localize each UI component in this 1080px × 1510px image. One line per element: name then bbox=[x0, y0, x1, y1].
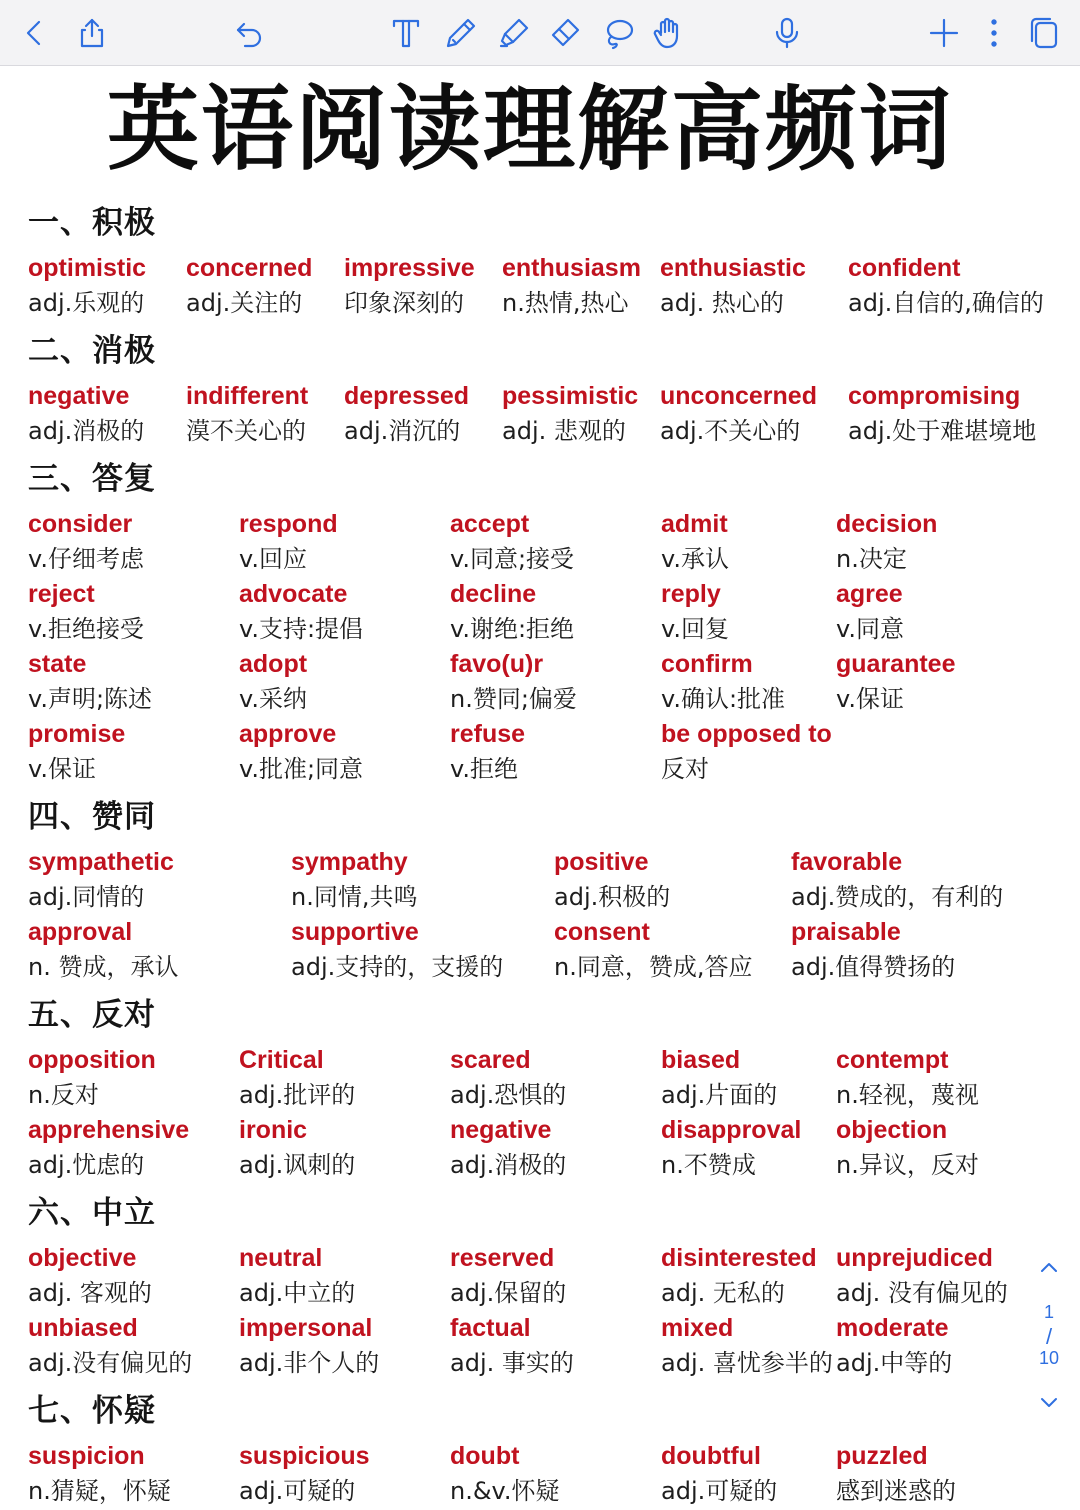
vocab-entry bbox=[848, 252, 1058, 322]
section bbox=[28, 788, 1058, 986]
english-word: approval bbox=[28, 918, 133, 946]
vocab-row bbox=[28, 1044, 1058, 1114]
english-word: indifferent bbox=[186, 382, 309, 410]
vocab-entry bbox=[836, 578, 1058, 648]
vocab-entry bbox=[450, 648, 661, 718]
english-word: supportive bbox=[291, 918, 419, 946]
chinese-meaning: adj. 没有偏见的 bbox=[836, 1279, 1008, 1307]
page-separator: / bbox=[1045, 1324, 1053, 1349]
vocab-entry bbox=[239, 1114, 450, 1184]
chinese-meaning: v.拒绝 bbox=[450, 755, 518, 783]
english-word: pessimistic bbox=[502, 382, 639, 410]
vocab-entry bbox=[661, 1242, 836, 1312]
chinese-meaning: adj. 客观的 bbox=[28, 1279, 152, 1307]
section-heading: 六、中立 bbox=[28, 1195, 156, 1231]
vocab-entry bbox=[239, 1044, 450, 1114]
english-word: compromising bbox=[848, 382, 1021, 410]
vocab-entry bbox=[239, 718, 450, 788]
english-word: state bbox=[28, 650, 87, 678]
text-tool-icon[interactable] bbox=[386, 13, 426, 53]
vocab-entry bbox=[836, 1312, 1058, 1382]
chinese-meaning: adj.忧虑的 bbox=[28, 1151, 145, 1179]
page-current: 1 bbox=[1043, 1302, 1054, 1322]
english-word: favo(u)r bbox=[450, 650, 544, 678]
chinese-meaning: v.保证 bbox=[28, 755, 96, 783]
english-word bbox=[836, 718, 1058, 750]
chinese-meaning: adj. 无私的 bbox=[661, 1279, 785, 1307]
english-word: confirm bbox=[661, 650, 753, 678]
english-word: reserved bbox=[450, 1244, 555, 1272]
vocab-row bbox=[28, 508, 1058, 578]
vocab-entry bbox=[239, 1440, 450, 1510]
chinese-meaning: n.轻视，蔑视 bbox=[836, 1081, 979, 1109]
english-word: optimistic bbox=[28, 254, 147, 282]
english-word: doubt bbox=[450, 1442, 520, 1470]
chinese-meaning: v.谢绝:拒绝 bbox=[450, 615, 575, 643]
chinese-meaning: adj.可疑的 bbox=[239, 1477, 356, 1505]
chinese-meaning: adj.中等的 bbox=[836, 1349, 953, 1377]
vocab-entry bbox=[344, 380, 502, 450]
english-word: consider bbox=[28, 510, 133, 538]
vocab-entry bbox=[554, 916, 791, 986]
section bbox=[28, 450, 1058, 788]
english-word: consent bbox=[554, 918, 650, 946]
english-word: opposition bbox=[28, 1046, 156, 1074]
english-word: factual bbox=[450, 1314, 531, 1342]
vocab-entry bbox=[661, 508, 836, 578]
chinese-meaning: adj.赞成的，有利的 bbox=[791, 883, 1004, 911]
english-word: neutral bbox=[239, 1244, 323, 1272]
chinese-meaning: n.决定 bbox=[836, 545, 907, 573]
english-word: praisable bbox=[791, 918, 901, 946]
chinese-meaning: n.不赞成 bbox=[661, 1151, 756, 1179]
english-word: promise bbox=[28, 720, 126, 748]
vocab-entry bbox=[836, 648, 1058, 718]
vocab-entry bbox=[291, 846, 554, 916]
english-word: impressive bbox=[344, 254, 475, 282]
vocab-row bbox=[28, 648, 1058, 718]
chinese-meaning: 感到迷惑的 bbox=[836, 1477, 956, 1505]
english-word: sympathy bbox=[291, 848, 408, 876]
chinese-meaning: n.热情,热心 bbox=[502, 289, 629, 317]
vocab-entry bbox=[836, 1044, 1058, 1114]
vocab-entry bbox=[661, 1312, 836, 1382]
english-word: decline bbox=[450, 580, 537, 608]
chinese-meaning: adj. 热心的 bbox=[660, 289, 784, 317]
vocab-entry bbox=[450, 1242, 661, 1312]
chinese-meaning: adj.恐惧的 bbox=[450, 1081, 567, 1109]
chinese-meaning: v.保证 bbox=[836, 685, 904, 713]
vocab-entry bbox=[239, 578, 450, 648]
english-word: accept bbox=[450, 510, 530, 538]
chinese-meaning: adj.积极的 bbox=[554, 883, 671, 911]
english-word: apprehensive bbox=[28, 1116, 190, 1144]
vocab-entry bbox=[660, 252, 848, 322]
vocab-entry bbox=[502, 380, 660, 450]
vocab-row bbox=[28, 846, 1058, 916]
english-word: suspicion bbox=[28, 1442, 145, 1470]
english-word: suspicious bbox=[239, 1442, 370, 1470]
highlighter-icon[interactable] bbox=[494, 13, 534, 53]
chinese-meaning: v.采纳 bbox=[239, 685, 307, 713]
undo-icon[interactable] bbox=[229, 13, 269, 53]
chinese-meaning: adj.支持的，支援的 bbox=[291, 953, 504, 981]
chinese-meaning: adj.没有偏见的 bbox=[28, 1349, 193, 1377]
vocab-row bbox=[28, 1312, 1058, 1382]
vocab-row bbox=[28, 380, 1058, 450]
vocab-entry bbox=[661, 1440, 836, 1510]
chevron-up-icon[interactable] bbox=[1026, 1256, 1072, 1285]
english-word: admit bbox=[661, 510, 728, 538]
english-word: depressed bbox=[344, 382, 470, 410]
chinese-meaning: adj.片面的 bbox=[661, 1081, 778, 1109]
english-word: moderate bbox=[836, 1314, 949, 1342]
vocab-entry bbox=[450, 1440, 661, 1510]
chinese-meaning: n.反对 bbox=[28, 1081, 99, 1109]
toolbar bbox=[0, 0, 1080, 66]
vocab-row bbox=[28, 1114, 1058, 1184]
english-word: unprejudiced bbox=[836, 1244, 993, 1272]
english-word: mixed bbox=[661, 1314, 734, 1342]
page-title: 英语阅读理解高频词 bbox=[106, 76, 953, 183]
vocab-entry bbox=[28, 508, 239, 578]
vocab-entry bbox=[291, 916, 554, 986]
english-word: concerned bbox=[186, 254, 313, 282]
chinese-meaning: v.仔细考虑 bbox=[28, 545, 144, 573]
english-word: unconcerned bbox=[660, 382, 817, 410]
vocab-entry bbox=[239, 1242, 450, 1312]
chinese-meaning: adj.可疑的 bbox=[661, 1477, 778, 1505]
vocab-row bbox=[28, 252, 1058, 322]
english-word: doubtful bbox=[661, 1442, 761, 1470]
vocab-entry bbox=[28, 1044, 239, 1114]
section-heading: 四、赞同 bbox=[28, 799, 156, 835]
chinese-meaning: v.同意;接受 bbox=[450, 545, 575, 573]
vocab-entry bbox=[28, 578, 239, 648]
chevron-down-icon[interactable] bbox=[1026, 1390, 1072, 1419]
chinese-meaning: adj.乐观的 bbox=[28, 289, 145, 317]
english-word: unbiased bbox=[28, 1314, 138, 1342]
vocab-entry bbox=[791, 916, 1058, 986]
vocab-row bbox=[28, 1440, 1058, 1510]
chinese-meaning: adj.保留的 bbox=[450, 1279, 567, 1307]
vocab-entry bbox=[28, 1312, 239, 1382]
chinese-meaning: v.同意 bbox=[836, 615, 904, 643]
vocab-entry bbox=[28, 252, 186, 322]
chinese-meaning: adj. 悲观的 bbox=[502, 417, 626, 445]
chinese-meaning: n.异议，反对 bbox=[836, 1151, 979, 1179]
vocab-entry bbox=[660, 380, 848, 450]
vocab-entry bbox=[28, 718, 239, 788]
english-word: scared bbox=[450, 1046, 531, 1074]
more-icon[interactable] bbox=[974, 13, 1014, 53]
chinese-meaning: v.回应 bbox=[239, 545, 307, 573]
english-word: agree bbox=[836, 580, 903, 608]
hand-icon[interactable] bbox=[648, 13, 688, 53]
english-word: disinterested bbox=[661, 1244, 817, 1272]
vocab-entry bbox=[836, 1242, 1058, 1312]
english-word: impersonal bbox=[239, 1314, 373, 1342]
chinese-meaning bbox=[836, 750, 1058, 788]
vocab-entry bbox=[28, 916, 291, 986]
chinese-meaning: adj.中立的 bbox=[239, 1279, 356, 1307]
chinese-meaning: v.承认 bbox=[661, 545, 729, 573]
section bbox=[28, 986, 1058, 1184]
chinese-meaning: adj.消极的 bbox=[28, 417, 145, 445]
pages-icon[interactable] bbox=[1024, 13, 1064, 53]
vocab-entry bbox=[28, 1242, 239, 1312]
english-word: positive bbox=[554, 848, 649, 876]
chevron-left-icon[interactable] bbox=[14, 13, 54, 53]
chinese-meaning: n.猜疑，怀疑 bbox=[28, 1477, 171, 1505]
vocab-entry bbox=[502, 252, 660, 322]
vocab-entry bbox=[239, 508, 450, 578]
vocab-entry bbox=[836, 1440, 1058, 1510]
english-word: negative bbox=[28, 382, 130, 410]
chinese-meaning: v.支持:提倡 bbox=[239, 615, 364, 643]
vocab-entry bbox=[836, 508, 1058, 578]
english-word: biased bbox=[661, 1046, 741, 1074]
section bbox=[28, 194, 1058, 322]
english-word: respond bbox=[239, 510, 338, 538]
english-word: puzzled bbox=[836, 1442, 928, 1470]
chinese-meaning: n.同意，赞成,答应 bbox=[554, 953, 753, 981]
vocab-entry bbox=[661, 648, 836, 718]
vocab-entry bbox=[186, 380, 344, 450]
english-word: enthusiasm bbox=[502, 254, 641, 282]
vocab-entry bbox=[28, 1114, 239, 1184]
section-heading: 七、怀疑 bbox=[28, 1393, 156, 1429]
vocab-row bbox=[28, 1242, 1058, 1312]
chinese-meaning: adj.关注的 bbox=[186, 289, 303, 317]
chinese-meaning: n.同情,共鸣 bbox=[291, 883, 418, 911]
english-word: enthusiastic bbox=[660, 254, 806, 282]
english-word: decision bbox=[836, 510, 938, 538]
vocab-entry bbox=[791, 846, 1058, 916]
vocab-entry bbox=[661, 1114, 836, 1184]
vocab-entry bbox=[836, 1114, 1058, 1184]
chinese-meaning: adj.处于难堪境地 bbox=[848, 417, 1037, 445]
english-word: favorable bbox=[791, 848, 903, 876]
section bbox=[28, 1382, 1058, 1510]
english-word: disapproval bbox=[661, 1116, 802, 1144]
chinese-meaning: adj.批评的 bbox=[239, 1081, 356, 1109]
english-word: adopt bbox=[239, 650, 308, 678]
chinese-meaning: adj.值得赞扬的 bbox=[791, 953, 956, 981]
vocab-entry bbox=[661, 578, 836, 648]
document-page bbox=[0, 66, 1080, 1505]
vocab-entry bbox=[28, 1440, 239, 1510]
vocab-entry bbox=[450, 578, 661, 648]
chinese-meaning: 印象深刻的 bbox=[344, 289, 464, 317]
chinese-meaning: adj.不关心的 bbox=[660, 417, 801, 445]
english-word: ironic bbox=[239, 1116, 308, 1144]
english-word: be opposed to bbox=[661, 720, 832, 748]
vocab-entry bbox=[28, 846, 291, 916]
section bbox=[28, 322, 1058, 450]
chinese-meaning: v.声明;陈述 bbox=[28, 685, 153, 713]
chinese-meaning: adj. 喜忧参半的 bbox=[661, 1349, 833, 1377]
vocab-entry bbox=[661, 1044, 836, 1114]
chinese-meaning: v.拒绝接受 bbox=[28, 615, 144, 643]
plus-icon[interactable] bbox=[924, 13, 964, 53]
english-word: refuse bbox=[450, 720, 526, 748]
vocab-entry bbox=[344, 252, 502, 322]
pen-icon[interactable] bbox=[441, 13, 481, 53]
eraser-icon[interactable] bbox=[545, 13, 585, 53]
vocab-entry bbox=[554, 846, 791, 916]
vocab-entry bbox=[848, 380, 1058, 450]
chinese-meaning: n. 赞成，承认 bbox=[28, 953, 179, 981]
english-word: guarantee bbox=[836, 650, 956, 678]
chinese-meaning: 反对 bbox=[661, 755, 709, 783]
share-icon[interactable] bbox=[72, 13, 112, 53]
vocab-entry bbox=[450, 1114, 661, 1184]
vocab-entry bbox=[450, 1312, 661, 1382]
vocab-entry bbox=[836, 718, 1058, 788]
chinese-meaning: adj.消沉的 bbox=[344, 417, 461, 445]
chinese-meaning: adj.自信的,确信的 bbox=[848, 289, 1044, 317]
vocab-entry bbox=[239, 1312, 450, 1382]
chinese-meaning: n.赞同;偏爱 bbox=[450, 685, 577, 713]
english-word: objective bbox=[28, 1244, 137, 1272]
english-word: negative bbox=[450, 1116, 552, 1144]
chinese-meaning: n.&v.怀疑 bbox=[450, 1477, 560, 1505]
vocab-row bbox=[28, 916, 1058, 986]
vocab-entry bbox=[28, 648, 239, 718]
english-word: sympathetic bbox=[28, 848, 174, 876]
chinese-meaning: v.批准;同意 bbox=[239, 755, 364, 783]
page-total: 10 bbox=[1038, 1348, 1060, 1368]
english-word: reply bbox=[661, 580, 721, 608]
english-word: reject bbox=[28, 580, 95, 608]
vocab-entry bbox=[450, 1044, 661, 1114]
vocab-entry bbox=[661, 718, 836, 788]
english-word: approve bbox=[239, 720, 337, 748]
vocab-entry bbox=[450, 718, 661, 788]
vocab-entry bbox=[450, 508, 661, 578]
vocab-row bbox=[28, 578, 1058, 648]
chinese-meaning: 漠不关心的 bbox=[186, 417, 306, 445]
vocab-entry bbox=[28, 380, 186, 450]
english-word: objection bbox=[836, 1116, 948, 1144]
english-word: advocate bbox=[239, 580, 348, 608]
chinese-meaning: v.确认:批准 bbox=[661, 685, 786, 713]
section-heading: 二、消极 bbox=[28, 333, 156, 369]
chinese-meaning: adj.消极的 bbox=[450, 1151, 567, 1179]
chinese-meaning: adj.讽刺的 bbox=[239, 1151, 356, 1179]
vocab-entry bbox=[186, 252, 344, 322]
chinese-meaning: adj.非个人的 bbox=[239, 1349, 380, 1377]
english-word: Critical bbox=[239, 1046, 324, 1074]
vocab-entry bbox=[239, 648, 450, 718]
lasso-icon[interactable] bbox=[598, 13, 638, 53]
microphone-icon[interactable] bbox=[767, 13, 807, 53]
english-word: contempt bbox=[836, 1046, 949, 1074]
chinese-meaning: adj. 事实的 bbox=[450, 1349, 574, 1377]
chinese-meaning: v.回复 bbox=[661, 615, 729, 643]
chinese-meaning: adj.同情的 bbox=[28, 883, 145, 911]
english-word: confident bbox=[848, 254, 961, 282]
vocab-row bbox=[28, 718, 1058, 788]
vocabulary-content bbox=[28, 194, 1058, 1510]
section bbox=[28, 1184, 1058, 1382]
section-heading: 三、答复 bbox=[28, 461, 156, 497]
section-heading: 一、积极 bbox=[28, 205, 156, 241]
section-heading: 五、反对 bbox=[28, 997, 156, 1033]
